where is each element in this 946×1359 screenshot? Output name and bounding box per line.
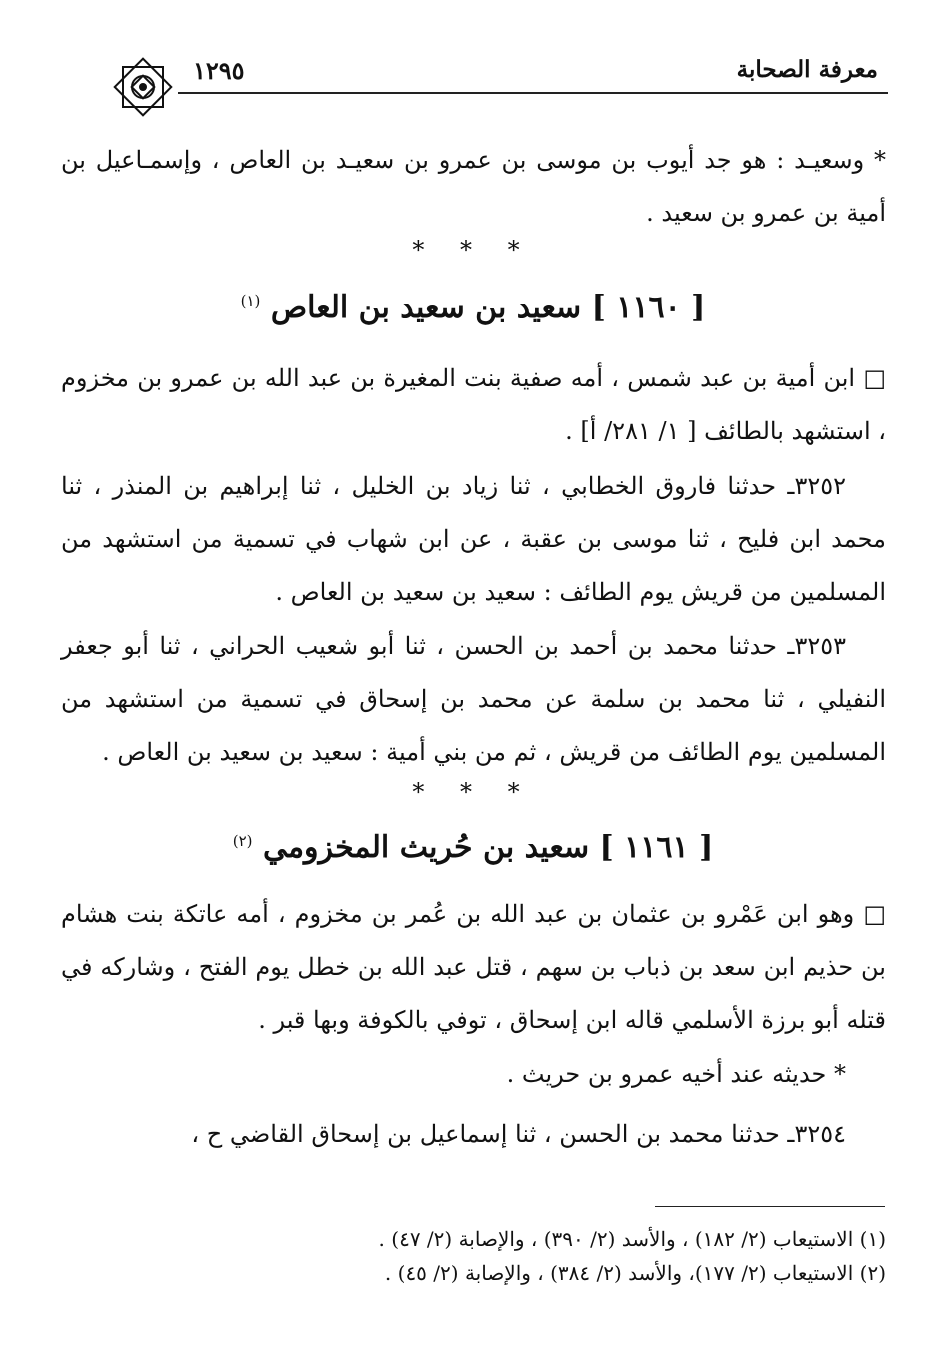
hadith-3253: ٣٢٥٣ـ حدثنا محمد بن أحمد بن الحسن ، ثنا أبو شعيب الحراني ، ثنا أبو جعفر النفيلي ، ثنا محمد بن سلمة عن محمد بن إسحاق في تسمية من استشهد من المسلمين يوم الطائف من قريش ، ثم من بني أمية : سعيد بن سعيد بن العاص .: [61, 632, 887, 766]
biography-paragraph: □ ابن أمية بن عبد شمس ، أمه صفية بنت المغيرة بن عبد الله بن عمرو بن مخزوم ، استشهد بالطائف [ ١/ ٢٨١/ أ] .: [61, 364, 887, 445]
biography-paragraph: □ وهو ابن عَمْرو بن عثمان بن عبد الله بن عُمر بن مخزوم ، أمه عاتكة بنت هشام بن حذيم ابن سعد بن ذباب بن سهم ، قتل عبد الله بن خطل يوم الفتح ، وشاركه في قتله أبو برزة الأسلمي قاله ابن إسحاق ، توفي بالكوفة وبها قبر .: [61, 900, 886, 1034]
section-separator: * * *: [412, 236, 534, 264]
entry-title-text: [ ١١٦١ ] سعيد بن حُريث المخزومي: [262, 830, 714, 865]
footnote-2: (٢) الاستيعاب (٢/ ١٧٧)، والأسد (٢/ ٣٨٤) ، والإصابة (٢/ ٤٥) .: [384, 1261, 886, 1285]
entry-title-text: [ ١١٦٠ ] سعيد بن سعيد بن العاص: [270, 290, 706, 325]
entry-title-1160: [0, 290, 946, 325]
intro-paragraph: * وسعيـد : هو جد أيوب بن موسى بن عمرو بن سعيـد بن العاص ، وإسمـاعيل بن أمية بن عمرو بن سعيد .: [61, 146, 886, 227]
header-rule: [178, 92, 888, 94]
footnote-1: (١) الاستيعاب (٢/ ١٨٢) ، والأسد (٢/ ٣٩٠) ، والإصابة (٢/ ٤٧) .: [378, 1227, 886, 1251]
hadith-3252: ٣٢٥٢ـ حدثنا فاروق الخطابي ، ثنا زياد بن الخليل ، ثنا إبراهيم بن المنذر ، ثنا محمد ابن فليح ، ثنا موسى بن عقبة ، عن ابن شهاب في تسمية من استشهد من المسلمين من قريش يوم الطائف : سعيد بن سعيد بن العاص .: [61, 472, 886, 606]
star-octagon-ornament-icon: [108, 52, 178, 122]
page-number: ١٢٩٥: [193, 56, 245, 85]
footnote-ref-1: (١): [240, 292, 261, 310]
running-head-title: معرفة الصحابة: [736, 56, 878, 83]
footnote-rule: [655, 1206, 885, 1207]
hadith-3254: ٣٢٥٤ـ حدثنا محمد بن الحسن ، ثنا إسماعيل بن إسحاق القاضي ح ،: [191, 1120, 846, 1148]
entry-title-1161: [0, 830, 946, 865]
footnote-ref-2: (٢): [232, 832, 253, 850]
note-paragraph: * حديثه عند أخيه عمرو بن حريث .: [506, 1060, 846, 1088]
section-separator: * * *: [412, 778, 534, 806]
